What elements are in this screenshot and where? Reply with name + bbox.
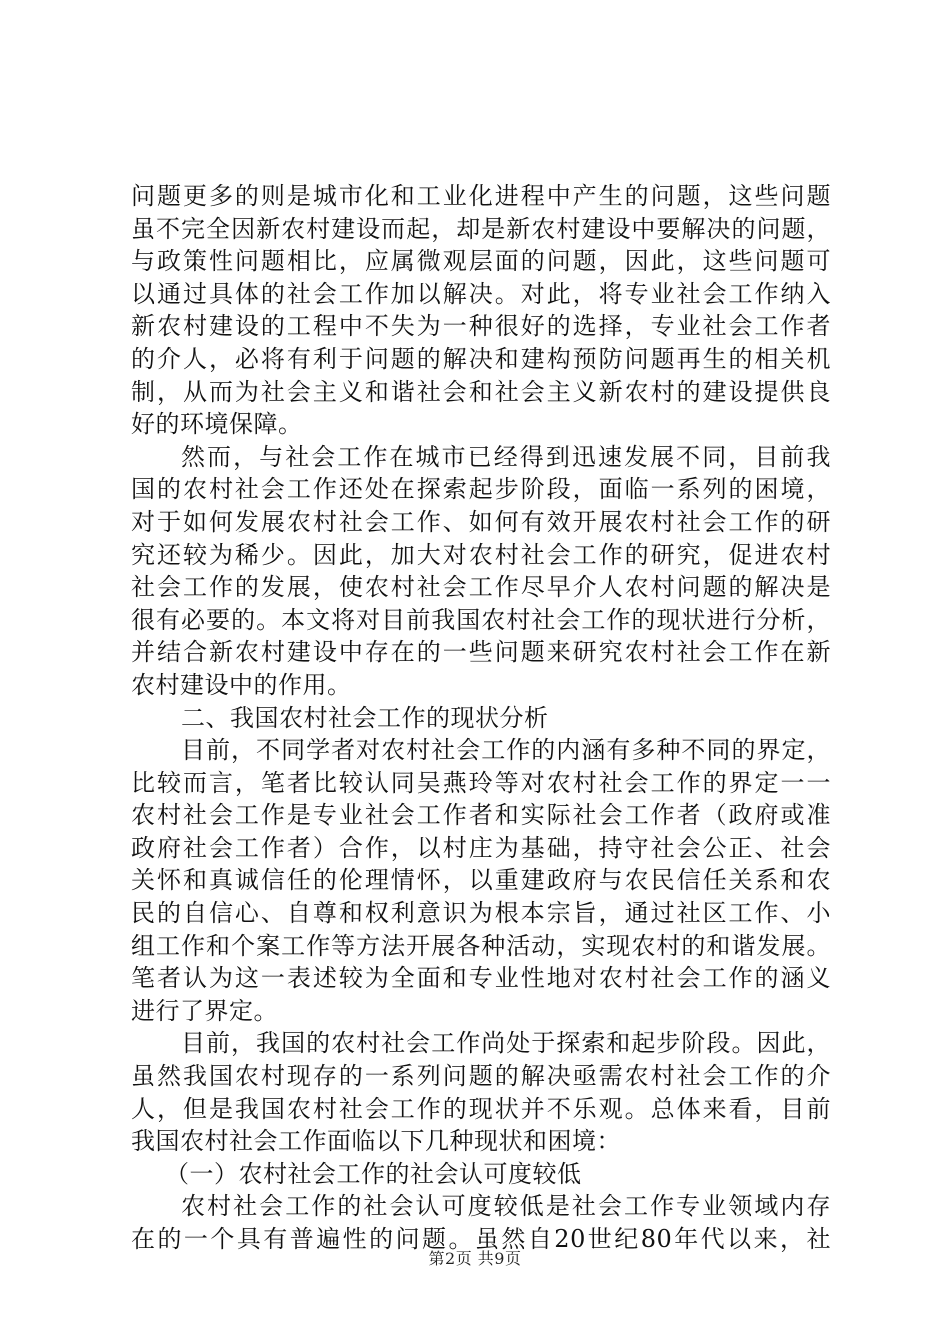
text-line: 并结合新农村建设中存在的一些问题来研究农村社会工作在新 — [131, 638, 831, 667]
text-line: 笔者认为这一表述较为全面和专业性地对农村社会工作的涵义 — [131, 964, 831, 993]
text-line: 好的环境保障。 — [131, 410, 303, 439]
text-line: 人，但是我国农村社会工作的现状并不乐观。总体来看，目前 — [131, 1094, 831, 1123]
text-line: 虽然我国农村现存的一系列问题的解决亟需农村社会工作的介 — [131, 1062, 831, 1091]
text-line: 组工作和个案工作等方法开展各种活动，实现农村的和谐发展。 — [131, 931, 831, 960]
text-line: 民的自信心、自尊和权利意识为根本宗旨，通过社区工作、小 — [131, 899, 831, 928]
paragraph-start-line: 然而，与社会工作在城市已经得到迅速发展不同，目前我 — [181, 442, 831, 471]
text-line: 对于如何发展农村社会工作、如何有效开展农村社会工作的研 — [131, 507, 831, 536]
paragraph-start-line: 目前，我国的农村社会工作尚处于探索和起步阶段。因此， — [181, 1029, 831, 1058]
document-body — [131, 180, 831, 1256]
paragraph-start-line: 目前，不同学者对农村社会工作的内涵有多种不同的界定， — [181, 736, 831, 765]
text-line: 在的一个具有普遍性的问题。虽然自20世纪80年代以来，社 — [131, 1225, 831, 1253]
text-line: 制，从而为社会主义和谐社会和社会主义新农村的建设提供良 — [131, 377, 831, 406]
subsection-heading: （一）农村社会工作的社会认可度较低 — [165, 1159, 582, 1188]
text-line: 究还较为稀少。因此，加大对农村社会工作的研究，促进农村 — [131, 540, 831, 569]
text-line: 进行了界定。 — [131, 996, 278, 1025]
text-line: 与政策性问题相比，应属微观层面的问题，因此，这些问题可 — [131, 247, 831, 276]
text-line: 的介人，必将有利于问题的解决和建构预防问题再生的相关机 — [131, 344, 831, 373]
text-line: 国的农村社会工作还处在探索起步阶段，面临一系列的困境， — [131, 475, 831, 504]
text-line: 农村社会工作是专业社会工作者和实际社会工作者（政府或准 — [131, 801, 831, 830]
text-line: 我国农村社会工作面临以下几种现状和困境： — [131, 1127, 621, 1156]
text-line: 农村建设中的作用。 — [131, 670, 352, 699]
text-line: 以通过具体的社会工作加以解决。对此，将专业社会工作纳入 — [131, 279, 831, 308]
text-line: 比较而言，笔者比较认同吴燕玲等对农村社会工作的界定一一 — [131, 768, 831, 797]
page-footer: 第2页 共9页 — [428, 1249, 522, 1268]
paragraph-start-line: 农村社会工作的社会认可度较低是社会工作专业领域内存 — [181, 1192, 831, 1221]
section-heading: 二、我国农村社会工作的现状分析 — [181, 703, 549, 732]
text-line: 新农村建设的工程中不失为一种很好的选择，专业社会工作者 — [131, 312, 831, 341]
text-line: 政府社会工作者）合作，以村庄为基础，持守社会公正、社会 — [131, 833, 831, 862]
text-line: 关怀和真诚信任的伦理情怀，以重建政府与农民信任关系和农 — [131, 866, 831, 895]
text-line: 问题更多的则是城市化和工业化进程中产生的问题，这些问题 — [131, 182, 831, 210]
text-line: 社会工作的发展，使农村社会工作尽早介人农村问题的解决是 — [131, 573, 831, 602]
text-line: 虽不完全因新农村建设而起，却是新农村建设中要解决的问题， — [131, 214, 831, 243]
text-line: 很有必要的。本文将对目前我国农村社会工作的现状进行分析， — [131, 605, 831, 634]
